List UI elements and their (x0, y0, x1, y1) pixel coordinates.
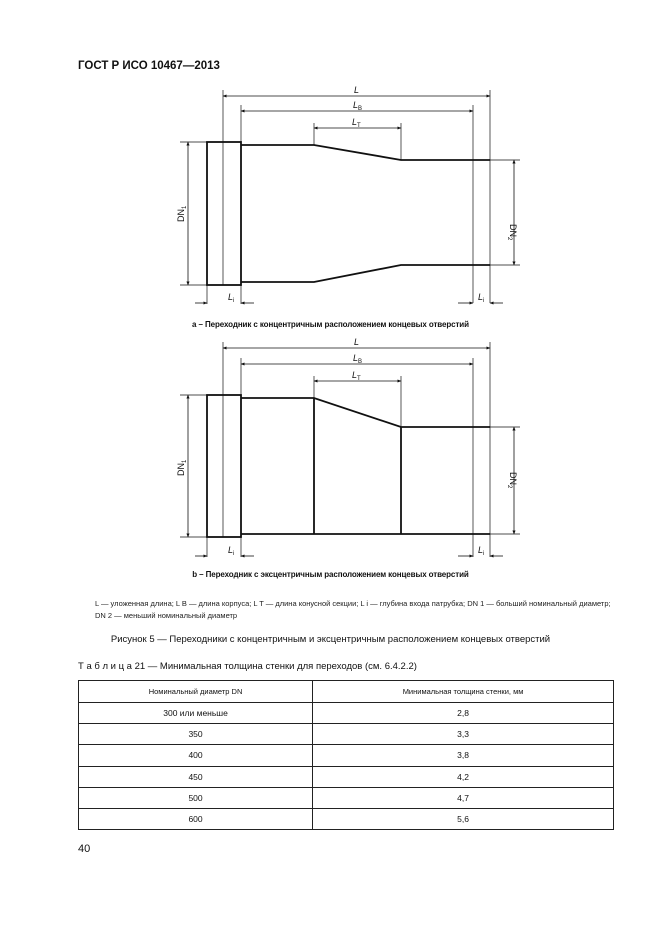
table-row (79, 787, 614, 808)
wall-thickness-table (78, 680, 614, 830)
figure-title: Рисунок 5 — Переходники с концентричным и эксцентричным расположением концевых отверстий (110, 634, 551, 645)
table-cell: 300 или меньше (79, 703, 313, 724)
table-row (79, 808, 614, 829)
table-cell: 350 (79, 724, 313, 745)
table-cell: 450 (79, 766, 313, 787)
column-header: Номинальный диаметр DN (79, 681, 313, 703)
table-title: Т а б л и ц а 21 — Минимальная толщина стенки для переходов (см. 6.4.2.2) (78, 661, 417, 672)
page-number: 40 (78, 843, 91, 855)
label-DN2: $DN_2$ (506, 472, 518, 489)
label-DN1: $DN_1$ (176, 205, 188, 222)
table-cell: 3,8 (313, 745, 614, 766)
label-DN1: $DN_1$ (176, 459, 188, 476)
label-Li-right: $L_i$ (478, 292, 485, 304)
table-cell: 5,6 (313, 808, 614, 829)
table-cell: 4,2 (313, 766, 614, 787)
table-cell: 4,7 (313, 787, 614, 808)
table-row (79, 703, 614, 724)
table-cell: 400 (79, 745, 313, 766)
table-cell: 2,8 (313, 703, 614, 724)
table-header-row (79, 681, 614, 703)
label-LB: $L_B$ (353, 353, 363, 365)
table-row (79, 724, 614, 745)
label-L: L (354, 337, 360, 347)
label-Li-left: $L_i$ (228, 545, 235, 557)
label-DN2: $DN_2$ (506, 224, 518, 241)
label-LT: $L_T$ (352, 370, 361, 382)
label-LT: $L_T$ (352, 117, 361, 129)
table-row (79, 745, 614, 766)
label-LB: $L_B$ (353, 100, 363, 112)
table-cell: 600 (79, 808, 313, 829)
figure-b-labels (176, 337, 518, 557)
figure-a-caption: а – Переходник с концентричным расположением концевых отверстий (192, 320, 469, 329)
figure-a-labels (176, 85, 518, 304)
label-Li-right: $L_i$ (478, 545, 485, 557)
table-row (79, 766, 614, 787)
figure-b-drawing (180, 342, 520, 557)
label-Li-left: $L_i$ (228, 292, 235, 304)
table-cell: 500 (79, 787, 313, 808)
figure-b-caption: b – Переходник с эксцентричным расположением концевых отверстий (192, 570, 469, 579)
column-header: Минимальная толщина стенки, мм (313, 681, 614, 703)
document-header: ГОСТ Р ИСО 10467—2013 (78, 60, 220, 72)
figure-legend: L — уложенная длина; L B — длина корпуса; L T — длина конусной секции; L i — глубина входа патрубка; DN 1 — больший номинальный диаметр; DN 2 — меньший номинальный диаметр (95, 599, 611, 620)
table-cell: 3,3 (313, 724, 614, 745)
label-L: L (354, 85, 360, 95)
figure-a-drawing (180, 90, 520, 304)
